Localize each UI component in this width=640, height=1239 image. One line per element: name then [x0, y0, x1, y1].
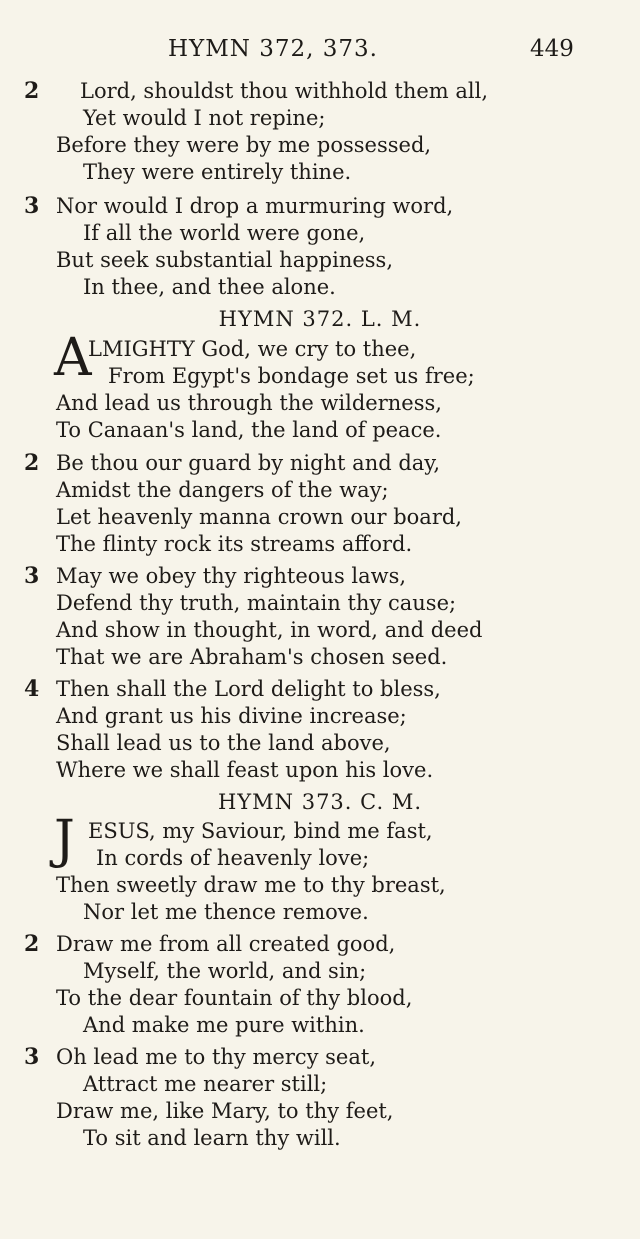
verse-line: And lead us through the wilderness, [56, 391, 442, 415]
verse-line: Before they were by me possessed, [56, 133, 432, 157]
hymn-373-title: HYMN 373. C. M. [217, 790, 422, 814]
verse-line: May we obey thy righteous laws, [56, 564, 407, 588]
drop-cap: A [54, 328, 92, 388]
page-number: 449 [530, 36, 574, 62]
hymn-372-title: HYMN 372. L. M. [218, 307, 422, 331]
verse-line: Shall lead us to the land above, [56, 731, 391, 755]
verse-line: And make me pure within. [83, 1013, 365, 1037]
verse-line: In cords of heavenly love; [96, 846, 370, 870]
verse-line: Oh lead me to thy mercy seat, [56, 1045, 376, 1069]
verse-line: The flinty rock its streams afford. [56, 532, 413, 556]
verse-line: But seek substantial happiness, [56, 248, 394, 272]
verse-line: Myself, the world, and sin; [83, 959, 367, 983]
verse-line: That we are Abraham's chosen seed. [56, 645, 448, 669]
verse-number: 4 [24, 676, 40, 702]
verse-line: In thee, and thee alone. [83, 275, 336, 299]
verse-line: Draw me from all created good, [56, 932, 396, 956]
verse-number: 3 [24, 563, 40, 589]
verse-line: Then sweetly draw me to thy breast, [56, 873, 446, 897]
verse-line: LMIGHTY God, we cry to thee, [88, 337, 417, 361]
verse-line: From Egypt's bondage set us free; [108, 364, 475, 388]
verse-number: 2 [24, 78, 40, 104]
verse-line: Yet would I not repine; [83, 106, 326, 130]
verse-line: Draw me, like Mary, to thy feet, [56, 1099, 394, 1123]
verse-number: 3 [24, 193, 40, 219]
verse-line: Let heavenly manna crown our board, [56, 505, 462, 529]
verse-line: And show in thought, in word, and deed [56, 618, 483, 642]
verse-number: 2 [24, 450, 40, 476]
verse-line: Defend thy truth, maintain thy cause; [56, 591, 457, 615]
verse-line: And grant us his divine increase; [56, 704, 407, 728]
verse-line: To the dear fountain of thy blood, [56, 986, 413, 1010]
verse-line: Lord, shouldst thou withhold them all, [80, 79, 489, 103]
verse-line: Then shall the Lord delight to bless, [56, 677, 441, 701]
verse-number: 2 [24, 931, 40, 957]
verse-line: Where we shall feast upon his love. [56, 758, 434, 782]
verse-line: If all the world were gone, [83, 221, 366, 245]
verse-line: Nor would I drop a murmuring word, [56, 194, 454, 218]
drop-cap: J [54, 810, 75, 870]
verse-line: Nor let me thence remove. [83, 900, 369, 924]
running-head: HYMN 372, 373. [168, 36, 378, 62]
verse-number: 3 [24, 1044, 40, 1070]
verse-line: Attract me nearer still; [83, 1072, 328, 1096]
verse-line: They were entirely thine. [83, 160, 352, 184]
verse-line: To sit and learn thy will. [83, 1126, 341, 1150]
verse-line: ESUS, my Saviour, bind me fast, [88, 819, 433, 843]
verse-line: To Canaan's land, the land of peace. [56, 418, 442, 442]
verse-line: Be thou our guard by night and day, [56, 451, 441, 475]
page-header [0, 36, 640, 70]
verse-line: Amidst the dangers of the way; [56, 478, 389, 502]
